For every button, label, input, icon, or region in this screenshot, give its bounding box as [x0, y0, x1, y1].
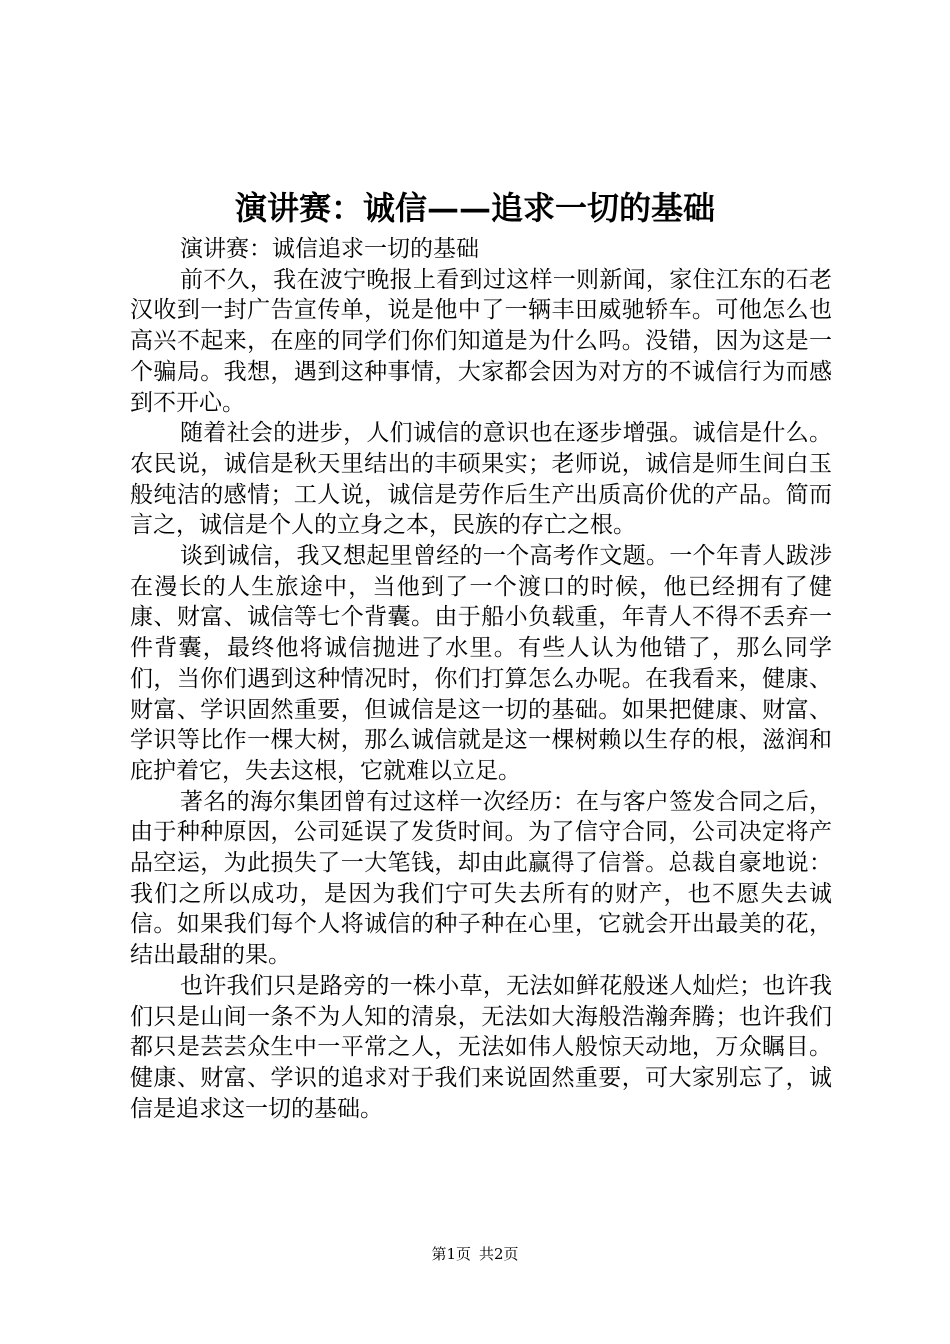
page-total: 共2页	[479, 1245, 519, 1263]
page-number: 第1页	[431, 1245, 471, 1263]
body-paragraph: 也许我们只是路旁的一株小草，无法如鲜花般迷人灿烂；也许我们只是山间一条不为人知的清泉，无法如大海般浩瀚奔腾；也许我们都只是芸芸众生中一平常之人，无法如伟人般惊天动地，万众瞩目。健康、财富、学识的追求对于我们来说固然重要，可大家别忘了，诚信是追求这一切的基础。	[130, 972, 832, 1122]
document-title: 演讲赛：诚信——追求一切的基础	[234, 189, 715, 227]
body-paragraph: 随着社会的进步，人们诚信的意识也在逐步增强。诚信是什么。农民说，诚信是秋天里结出的丰硕果实；老师说，诚信是师生间白玉般纯洁的感情；工人说，诚信是劳作后生产出质高价优的产品。简而言之，诚信是个人的立身之本，民族的存亡之根。	[130, 420, 832, 539]
subtitle-paragraph: 演讲赛：诚信追求一切的基础	[180, 236, 479, 262]
body-paragraph: 谈到诚信，我又想起里曾经的一个高考作文题。一个年青人跋涉在漫长的人生旅途中，当他到了一个渡口的时候，他已经拥有了健康、财富、诚信等七个背囊。由于船小负载重，年青人不得不丢弃一件背囊，最终他将诚信抛进了水里。有些人认为他错了，那么同学们，当你们遇到这种情况时，你们打算怎么办呢。在我看来，健康、财富、学识固然重要，但诚信是这一切的基础。如果把健康、财富、学识等比作一棵大树，那么诚信就是这一棵树赖以生存的根，滋润和庇护着它，失去这根，它就难以立足。	[130, 543, 832, 784]
body-paragraph: 著名的海尔集团曾有过这样一次经历：在与客户签发合同之后，由于种种原因，公司延误了发货时间。为了信守合同，公司决定将产品空运，为此损失了一大笔钱，却由此赢得了信誉。总裁自豪地说：我们之所以成功，是因为我们宁可失去所有的财产，也不愿失去诚信。如果我们每个人将诚信的种子种在心里，它就会开出最美的花，结出最甜的果。	[130, 788, 832, 969]
page-footer	[0, 1244, 950, 1264]
body-paragraph: 前不久，我在波宁晚报上看到过这样一则新闻，家住江东的石老汉收到一封广告宣传单，说是他中了一辆丰田威驰轿车。可他怎么也高兴不起来，在座的同学们你们知道是为什么吗。没错，因为这是一个骗局。我想，遇到这种事情，大家都会因为对方的不诚信行为而感到不开心。	[130, 266, 832, 416]
document-body	[130, 234, 832, 1124]
